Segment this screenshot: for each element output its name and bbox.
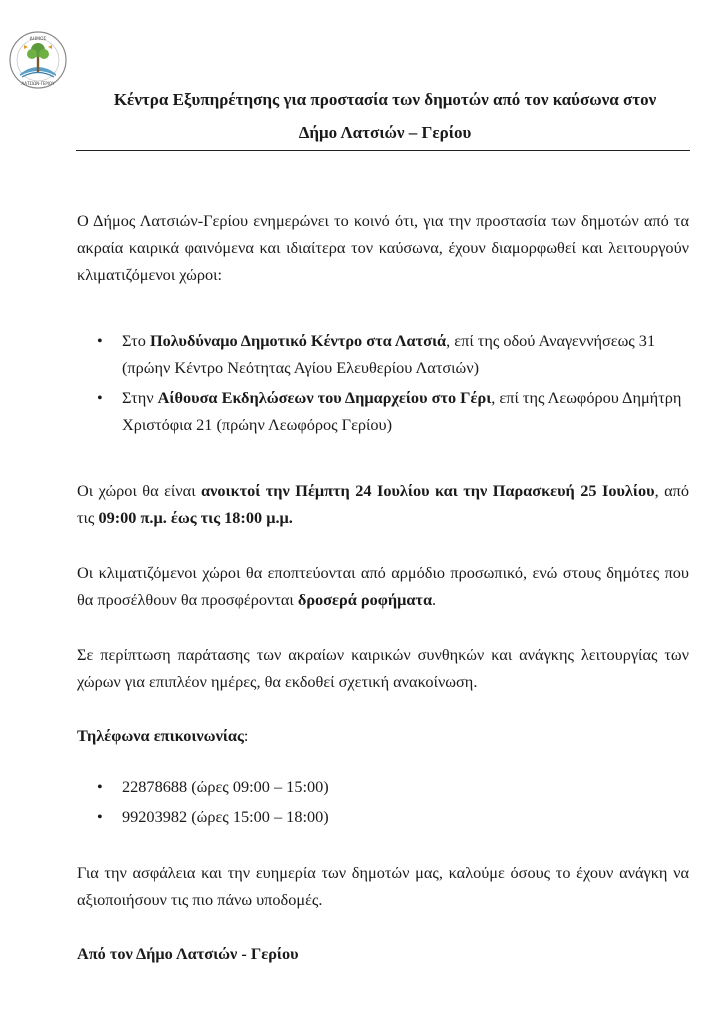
- svg-text:ΛΑΤΣΙΩΝ-ΓΕΡΙΟΥ: ΛΑΤΣΙΩΝ-ΓΕΡΙΟΥ: [21, 81, 55, 86]
- title-line-1: Κέντρα Εξυπηρέτησης για προστασία των δημοτών από τον καύσωνα στον: [113, 90, 657, 109]
- phones-list: [77, 773, 689, 833]
- phone-item: • 99203982 (ώρες 15:00 – 18:00): [77, 803, 689, 830]
- signature: Από τον Δήμο Λατσιών - Γερίου: [77, 944, 299, 963]
- schedule-paragraph: Οι χώροι θα είναι ανοικτοί την Πέμπτη 24 Ιουλίου και την Παρασκευή 25 Ιουλίου, από τις 09:00 π.μ. έως τις 18:00 μ.μ.: [77, 481, 689, 527]
- municipality-logo: [8, 30, 68, 90]
- location-name: Πολυδύναμο Δημοτικό Κέντρο στα Λατσιά: [149, 331, 447, 350]
- title-line-2: Δήμο Λατσιών – Γερίου: [298, 123, 472, 142]
- phone-item: • 22878688 (ώρες 09:00 – 15:00): [77, 773, 689, 800]
- title-divider: [76, 150, 690, 151]
- locations-list: [77, 327, 689, 441]
- page-title: [80, 83, 690, 149]
- intro-paragraph: Ο Δήμος Λατσιών-Γερίου ενημερώνει το κοινό ότι, για την προστασία των δημοτών από τα ακραία καιρικά φαινόμενα και ιδιαίτερα τον καύσωνα, έχουν διαμορφωθεί και λειτουργούν κλιματιζόμενοι χώροι:: [77, 211, 689, 284]
- closing-paragraph: Για την ασφάλεια και την ευημερία των δημοτών μας, καλούμε όσους το έχουν ανάγκη να αξιοποιήσουν τις πιο πάνω υποδομές.: [77, 863, 689, 909]
- extension-paragraph: Σε περίπτωση παράτασης των ακραίων καιρικών συνθηκών και ανάγκης λειτουργίας των χώρων για επιπλέον ημέρες, θα εκδοθεί σχετική ανακοίνωση.: [77, 645, 689, 691]
- contact-heading: Τηλέφωνα επικοινωνίας:: [77, 726, 249, 745]
- location-item-geri: • Στην Αίθουσα Εκδηλώσεων του Δημαρχείου στο Γέρι, επί της Λεωφόρου Δημήτρη Χριστόφια 21 (πρώην Λεωφόρος Γερίου): [77, 384, 689, 438]
- svg-text:ΔΗΜΟΣ: ΔΗΜΟΣ: [29, 37, 47, 42]
- supervision-paragraph: Οι κλιματιζόμενοι χώροι θα εποπτεύονται από αρμόδιο προσωπικό, ενώ στους δημότες που θα προσέλθουν θα προσφέρονται δροσερά ροφήματα.: [77, 563, 689, 609]
- location-name: Αίθουσα Εκδηλώσεων του Δημαρχείου στο Γέρι: [157, 388, 492, 407]
- location-item-latsia: • Στο Πολυδύναμο Δημοτικό Κέντρο στα Λατσιά, επί της οδού Αναγεννήσεως 31 (πρώην Κέντρο Νεότητας Αγίου Ελευθερίου Λατσιών): [77, 327, 689, 381]
